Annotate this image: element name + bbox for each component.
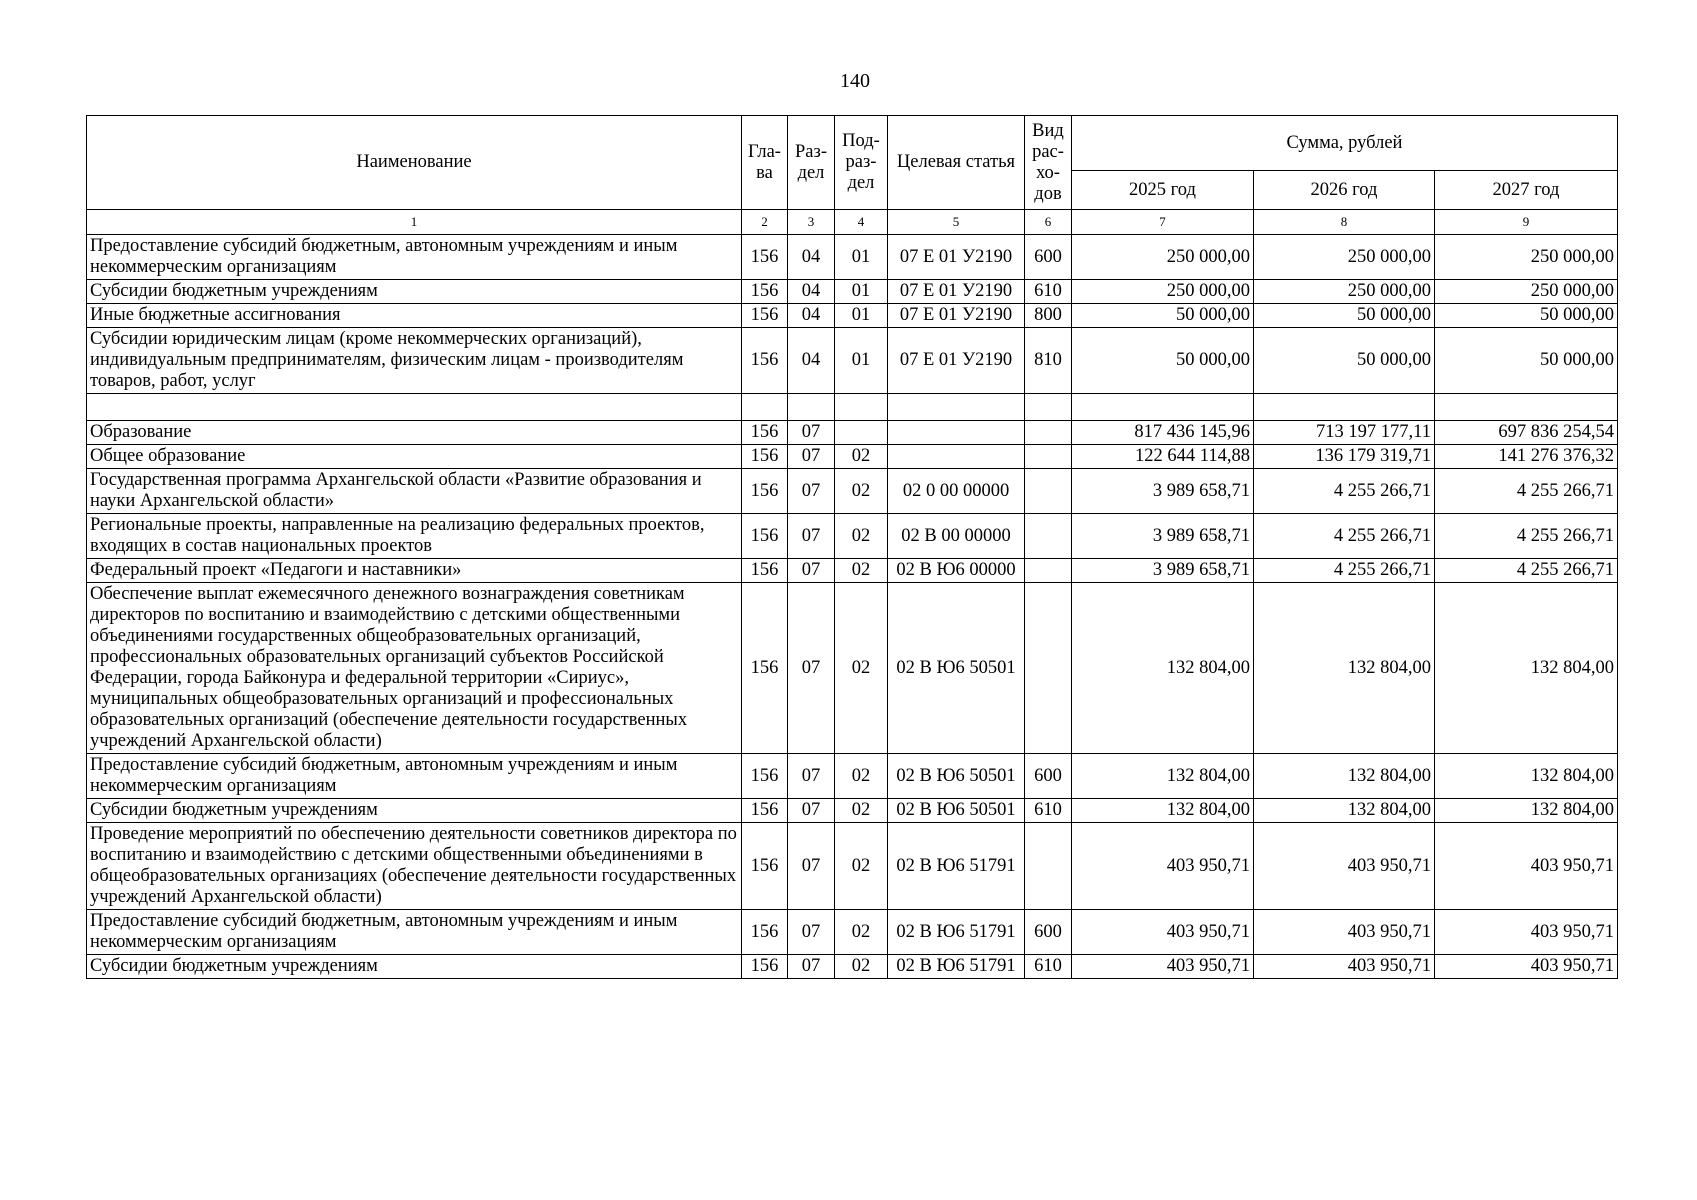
row-glava: 156 bbox=[742, 514, 788, 559]
row-glava: 156 bbox=[742, 445, 788, 469]
row-sum-2026: 50 000,00 bbox=[1254, 328, 1435, 394]
row-name: Обеспечение выплат ежемесячного денежного вознаграждения советникам директоров по воспитанию и взаимодействию с детскими общественными объединениями государственных общеобразовательных организаций, профессиональных образовательных организаций субъектов Российской Федерации, города Байконура и федеральной территории «Сириус», муниципальных общеобразовательных организаций и профессиональных образовательных организаций (обеспечение деятельности государственных учреждений Архангельской области) bbox=[87, 583, 742, 754]
row-sum-2026: 50 000,00 bbox=[1254, 304, 1435, 328]
page-number: 140 bbox=[840, 70, 870, 92]
row-razdel: 07 bbox=[788, 445, 835, 469]
column-number: 8 bbox=[1254, 210, 1435, 235]
row-sum-2027: 50 000,00 bbox=[1435, 328, 1618, 394]
row-celevaya-statya: 07 Е 01 У2190 bbox=[888, 235, 1025, 280]
row-vid-rashodov bbox=[1025, 583, 1072, 754]
header-summa: Сумма, рублей bbox=[1072, 116, 1618, 171]
row-sum-2027: 403 950,71 bbox=[1435, 823, 1618, 910]
row-glava: 156 bbox=[742, 754, 788, 799]
column-number: 2 bbox=[742, 210, 788, 235]
row-sum-2026: 250 000,00 bbox=[1254, 280, 1435, 304]
row-celevaya-statya: 02 В Ю6 51791 bbox=[888, 823, 1025, 910]
row-sum-2026: 132 804,00 bbox=[1254, 754, 1435, 799]
row-podrazdel: 01 bbox=[835, 235, 888, 280]
table-row bbox=[87, 421, 1618, 445]
empty-cell bbox=[87, 394, 742, 421]
row-podrazdel: 02 bbox=[835, 559, 888, 583]
table-row bbox=[87, 583, 1618, 754]
row-podrazdel bbox=[835, 421, 888, 445]
row-sum-2027: 403 950,71 bbox=[1435, 955, 1618, 979]
row-vid-rashodov: 600 bbox=[1025, 754, 1072, 799]
row-celevaya-statya: 02 В Ю6 50501 bbox=[888, 754, 1025, 799]
table-row bbox=[87, 910, 1618, 955]
row-sum-2025: 250 000,00 bbox=[1072, 280, 1254, 304]
row-name: Субсидии бюджетным учреждениям bbox=[87, 799, 742, 823]
table-row bbox=[87, 559, 1618, 583]
row-vid-rashodov bbox=[1025, 514, 1072, 559]
row-glava: 156 bbox=[742, 583, 788, 754]
row-sum-2026: 132 804,00 bbox=[1254, 583, 1435, 754]
row-celevaya-statya bbox=[888, 421, 1025, 445]
row-name: Государственная программа Архангельской области «Развитие образования и науки Архангельской области» bbox=[87, 469, 742, 514]
row-sum-2027: 50 000,00 bbox=[1435, 304, 1618, 328]
row-razdel: 04 bbox=[788, 235, 835, 280]
row-razdel: 07 bbox=[788, 955, 835, 979]
row-sum-2025: 403 950,71 bbox=[1072, 910, 1254, 955]
row-podrazdel: 02 bbox=[835, 514, 888, 559]
header-year-2027: 2027 год bbox=[1435, 171, 1618, 210]
row-podrazdel: 02 bbox=[835, 469, 888, 514]
column-number: 9 bbox=[1435, 210, 1618, 235]
row-name: Общее образование bbox=[87, 445, 742, 469]
row-razdel: 07 bbox=[788, 799, 835, 823]
row-sum-2025: 817 436 145,96 bbox=[1072, 421, 1254, 445]
row-sum-2027: 141 276 376,32 bbox=[1435, 445, 1618, 469]
column-number: 7 bbox=[1072, 210, 1254, 235]
row-sum-2027: 4 255 266,71 bbox=[1435, 514, 1618, 559]
row-vid-rashodov bbox=[1025, 421, 1072, 445]
empty-row bbox=[87, 394, 1618, 421]
table-row bbox=[87, 823, 1618, 910]
row-razdel: 04 bbox=[788, 328, 835, 394]
table-row bbox=[87, 280, 1618, 304]
column-number: 6 bbox=[1025, 210, 1072, 235]
empty-cell bbox=[788, 394, 835, 421]
column-number: 4 bbox=[835, 210, 888, 235]
row-name: Проведение мероприятий по обеспечению деятельности советников директора по воспитанию и взаимодействию с детскими общественными объединениями в общеобразовательных организациях (обеспечение деятельности государственных учреждений Архангельской области) bbox=[87, 823, 742, 910]
row-name: Предоставление субсидий бюджетным, автономным учреждениям и иным некоммерческим организациям bbox=[87, 235, 742, 280]
row-sum-2025: 250 000,00 bbox=[1072, 235, 1254, 280]
row-sum-2026: 403 950,71 bbox=[1254, 823, 1435, 910]
row-celevaya-statya: 02 0 00 00000 bbox=[888, 469, 1025, 514]
row-podrazdel: 01 bbox=[835, 304, 888, 328]
row-celevaya-statya: 02 В Ю6 51791 bbox=[888, 955, 1025, 979]
row-vid-rashodov bbox=[1025, 559, 1072, 583]
row-celevaya-statya bbox=[888, 445, 1025, 469]
row-sum-2025: 132 804,00 bbox=[1072, 799, 1254, 823]
row-name: Образование bbox=[87, 421, 742, 445]
header-celevaya-statya: Целевая статья bbox=[888, 116, 1025, 210]
column-number: 1 bbox=[87, 210, 742, 235]
row-glava: 156 bbox=[742, 955, 788, 979]
table-row bbox=[87, 328, 1618, 394]
row-sum-2026: 403 950,71 bbox=[1254, 910, 1435, 955]
row-sum-2026: 4 255 266,71 bbox=[1254, 559, 1435, 583]
row-sum-2025: 3 989 658,71 bbox=[1072, 559, 1254, 583]
budget-table bbox=[86, 115, 1618, 979]
row-glava: 156 bbox=[742, 799, 788, 823]
row-sum-2027: 403 950,71 bbox=[1435, 910, 1618, 955]
row-sum-2025: 3 989 658,71 bbox=[1072, 469, 1254, 514]
row-sum-2026: 136 179 319,71 bbox=[1254, 445, 1435, 469]
row-razdel: 04 bbox=[788, 280, 835, 304]
header-year-2025: 2025 год bbox=[1072, 171, 1254, 210]
table-row bbox=[87, 304, 1618, 328]
row-vid-rashodov: 600 bbox=[1025, 235, 1072, 280]
row-sum-2025: 50 000,00 bbox=[1072, 328, 1254, 394]
header-year-2026: 2026 год bbox=[1254, 171, 1435, 210]
row-vid-rashodov: 810 bbox=[1025, 328, 1072, 394]
row-name: Региональные проекты, направленные на реализацию федеральных проектов, входящих в состав национальных проектов bbox=[87, 514, 742, 559]
row-name: Предоставление субсидий бюджетным, автономным учреждениям и иным некоммерческим организациям bbox=[87, 754, 742, 799]
row-razdel: 07 bbox=[788, 469, 835, 514]
row-podrazdel: 02 bbox=[835, 754, 888, 799]
row-glava: 156 bbox=[742, 469, 788, 514]
row-vid-rashodov bbox=[1025, 823, 1072, 910]
row-glava: 156 bbox=[742, 421, 788, 445]
row-razdel: 07 bbox=[788, 910, 835, 955]
header-razdel: Раз-дел bbox=[788, 116, 835, 210]
empty-cell bbox=[1072, 394, 1254, 421]
row-razdel: 07 bbox=[788, 421, 835, 445]
row-vid-rashodov bbox=[1025, 445, 1072, 469]
empty-cell bbox=[888, 394, 1025, 421]
row-razdel: 04 bbox=[788, 304, 835, 328]
empty-cell bbox=[742, 394, 788, 421]
row-name: Субсидии бюджетным учреждениям bbox=[87, 955, 742, 979]
header-name: Наименование bbox=[87, 116, 742, 210]
row-vid-rashodov: 610 bbox=[1025, 955, 1072, 979]
row-razdel: 07 bbox=[788, 823, 835, 910]
row-sum-2027: 697 836 254,54 bbox=[1435, 421, 1618, 445]
row-celevaya-statya: 07 Е 01 У2190 bbox=[888, 328, 1025, 394]
row-sum-2027: 4 255 266,71 bbox=[1435, 559, 1618, 583]
row-sum-2027: 132 804,00 bbox=[1435, 754, 1618, 799]
row-vid-rashodov bbox=[1025, 469, 1072, 514]
row-celevaya-statya: 07 Е 01 У2190 bbox=[888, 304, 1025, 328]
row-sum-2025: 132 804,00 bbox=[1072, 583, 1254, 754]
row-vid-rashodov: 800 bbox=[1025, 304, 1072, 328]
header-podrazdel: Под-раз-дел bbox=[835, 116, 888, 210]
row-sum-2026: 4 255 266,71 bbox=[1254, 469, 1435, 514]
row-glava: 156 bbox=[742, 910, 788, 955]
column-number: 5 bbox=[888, 210, 1025, 235]
empty-cell bbox=[835, 394, 888, 421]
row-razdel: 07 bbox=[788, 559, 835, 583]
row-glava: 156 bbox=[742, 328, 788, 394]
header-glava: Гла-ва bbox=[742, 116, 788, 210]
row-vid-rashodov: 600 bbox=[1025, 910, 1072, 955]
row-sum-2025: 132 804,00 bbox=[1072, 754, 1254, 799]
table-row bbox=[87, 445, 1618, 469]
table-row bbox=[87, 235, 1618, 280]
header-row bbox=[87, 116, 1618, 171]
table-row bbox=[87, 754, 1618, 799]
row-podrazdel: 02 bbox=[835, 910, 888, 955]
row-glava: 156 bbox=[742, 304, 788, 328]
row-name: Субсидии бюджетным учреждениям bbox=[87, 280, 742, 304]
row-podrazdel: 02 bbox=[835, 799, 888, 823]
row-podrazdel: 01 bbox=[835, 328, 888, 394]
row-sum-2027: 132 804,00 bbox=[1435, 583, 1618, 754]
row-sum-2025: 403 950,71 bbox=[1072, 955, 1254, 979]
row-celevaya-statya: 02 В 00 00000 bbox=[888, 514, 1025, 559]
row-razdel: 07 bbox=[788, 583, 835, 754]
table-row bbox=[87, 799, 1618, 823]
row-celevaya-statya: 02 В Ю6 50501 bbox=[888, 799, 1025, 823]
row-sum-2026: 132 804,00 bbox=[1254, 799, 1435, 823]
table-row bbox=[87, 469, 1618, 514]
row-sum-2027: 250 000,00 bbox=[1435, 235, 1618, 280]
row-sum-2027: 4 255 266,71 bbox=[1435, 469, 1618, 514]
row-sum-2025: 50 000,00 bbox=[1072, 304, 1254, 328]
row-sum-2026: 250 000,00 bbox=[1254, 235, 1435, 280]
row-sum-2026: 713 197 177,11 bbox=[1254, 421, 1435, 445]
row-podrazdel: 02 bbox=[835, 955, 888, 979]
row-celevaya-statya: 02 В Ю6 00000 bbox=[888, 559, 1025, 583]
table-row bbox=[87, 955, 1618, 979]
row-glava: 156 bbox=[742, 280, 788, 304]
column-numbers-row bbox=[87, 210, 1618, 235]
row-podrazdel: 02 bbox=[835, 583, 888, 754]
row-glava: 156 bbox=[742, 235, 788, 280]
row-podrazdel: 02 bbox=[835, 823, 888, 910]
row-vid-rashodov: 610 bbox=[1025, 280, 1072, 304]
row-celevaya-statya: 07 Е 01 У2190 bbox=[888, 280, 1025, 304]
row-podrazdel: 01 bbox=[835, 280, 888, 304]
row-sum-2025: 3 989 658,71 bbox=[1072, 514, 1254, 559]
row-razdel: 07 bbox=[788, 754, 835, 799]
row-name: Предоставление субсидий бюджетным, автономным учреждениям и иным некоммерческим организациям bbox=[87, 910, 742, 955]
row-name: Федеральный проект «Педагоги и наставники» bbox=[87, 559, 742, 583]
row-sum-2025: 122 644 114,88 bbox=[1072, 445, 1254, 469]
row-sum-2027: 132 804,00 bbox=[1435, 799, 1618, 823]
row-celevaya-statya: 02 В Ю6 50501 bbox=[888, 583, 1025, 754]
row-razdel: 07 bbox=[788, 514, 835, 559]
empty-cell bbox=[1025, 394, 1072, 421]
column-number: 3 bbox=[788, 210, 835, 235]
header-vid-rashodov: Вид рас-хо-дов bbox=[1025, 116, 1072, 210]
row-sum-2026: 4 255 266,71 bbox=[1254, 514, 1435, 559]
row-podrazdel: 02 bbox=[835, 445, 888, 469]
row-sum-2026: 403 950,71 bbox=[1254, 955, 1435, 979]
row-celevaya-statya: 02 В Ю6 51791 bbox=[888, 910, 1025, 955]
row-name: Субсидии юридическим лицам (кроме некоммерческих организаций), индивидуальным предпринимателям, физическим лицам - производителям товаров, работ, услуг bbox=[87, 328, 742, 394]
row-sum-2027: 250 000,00 bbox=[1435, 280, 1618, 304]
row-vid-rashodov: 610 bbox=[1025, 799, 1072, 823]
empty-cell bbox=[1254, 394, 1435, 421]
row-name: Иные бюджетные ассигнования bbox=[87, 304, 742, 328]
table-row bbox=[87, 514, 1618, 559]
table-body bbox=[87, 235, 1618, 979]
row-sum-2025: 403 950,71 bbox=[1072, 823, 1254, 910]
row-glava: 156 bbox=[742, 559, 788, 583]
row-glava: 156 bbox=[742, 823, 788, 910]
empty-cell bbox=[1435, 394, 1618, 421]
